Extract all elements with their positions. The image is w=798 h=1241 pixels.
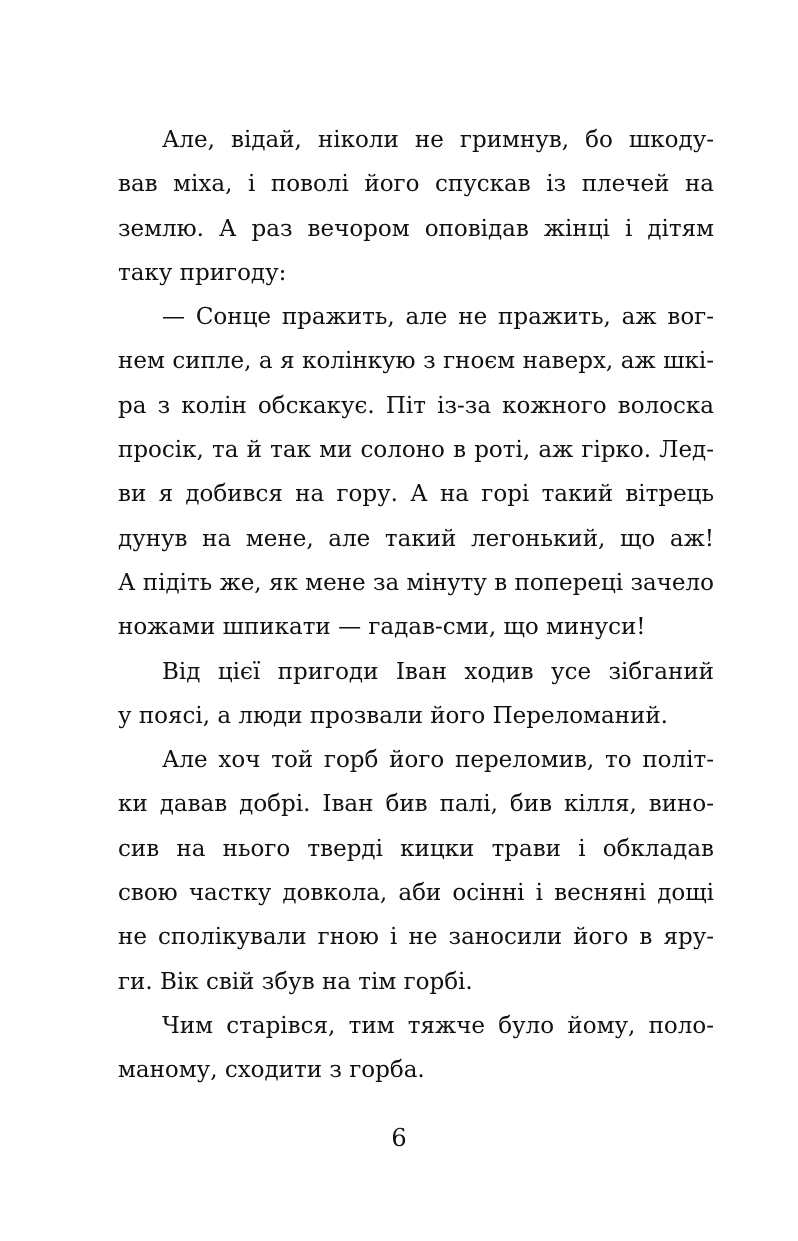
paragraph-5 xyxy=(118,1004,714,1093)
text-line: Але, відай, ніколи не гримнув, бо шкоду- xyxy=(162,127,714,153)
page-number: 6 xyxy=(391,1124,407,1152)
text-line: А підіть же, як мене за мінуту в попереці зачело xyxy=(118,569,714,596)
text-line: ки давав добрі. Іван бив палі, бив кілля, вино- xyxy=(118,791,714,818)
text-line: Від цієї пригоди Іван ходив усе зібганий xyxy=(162,658,714,685)
paragraph-1 xyxy=(118,118,714,295)
text-line: сив на нього тверді кицки трави і обкладав xyxy=(118,835,714,862)
text-line: нем сипле, а я колінкую з гноєм наверх, аж шкі- xyxy=(118,348,714,375)
paragraph-2 xyxy=(118,295,714,649)
text-line: Чим старівся, тим тяжче було йому, поло- xyxy=(162,1012,714,1039)
text-line: дунув на мене, але такий легонький, що аж! xyxy=(118,525,714,552)
text-line: Але хоч той горб його переломив, то політ- xyxy=(162,747,714,774)
text-line: ра з колін обскакує. Піт із-за кожного волоска xyxy=(118,392,714,419)
text-line: — Сонце пражить, але не пражить, аж вог- xyxy=(162,304,714,331)
text-line: ги. Вік свій збув на тім горбі. xyxy=(118,968,473,995)
text-line: ножами шпикати — гадав-сми, що минуси! xyxy=(118,614,646,641)
text-line: у поясі, а люди прозвали його Переломаний. xyxy=(118,702,668,729)
text-line: ви я добився на гору. А на горі такий вітрець xyxy=(118,481,714,508)
body-text xyxy=(118,118,714,1093)
text-line: таку пригоду: xyxy=(118,259,287,286)
text-line: не сполікували гною і не заносили його в яру- xyxy=(118,924,714,951)
text-line: землю. А раз вечором оповідав жінці і дітям xyxy=(118,215,714,242)
text-line: просік, та й так ми солоно в роті, аж гірко. Лед- xyxy=(118,437,714,464)
text-line: вав міха, і поволі його спускав із плечей на xyxy=(118,171,714,198)
text-line: свою частку довкола, аби осінні і весняні дощі xyxy=(118,880,714,907)
paragraph-4 xyxy=(118,738,714,1004)
paragraph-3 xyxy=(118,650,714,739)
text-line: маному, сходити з горба. xyxy=(118,1057,425,1084)
